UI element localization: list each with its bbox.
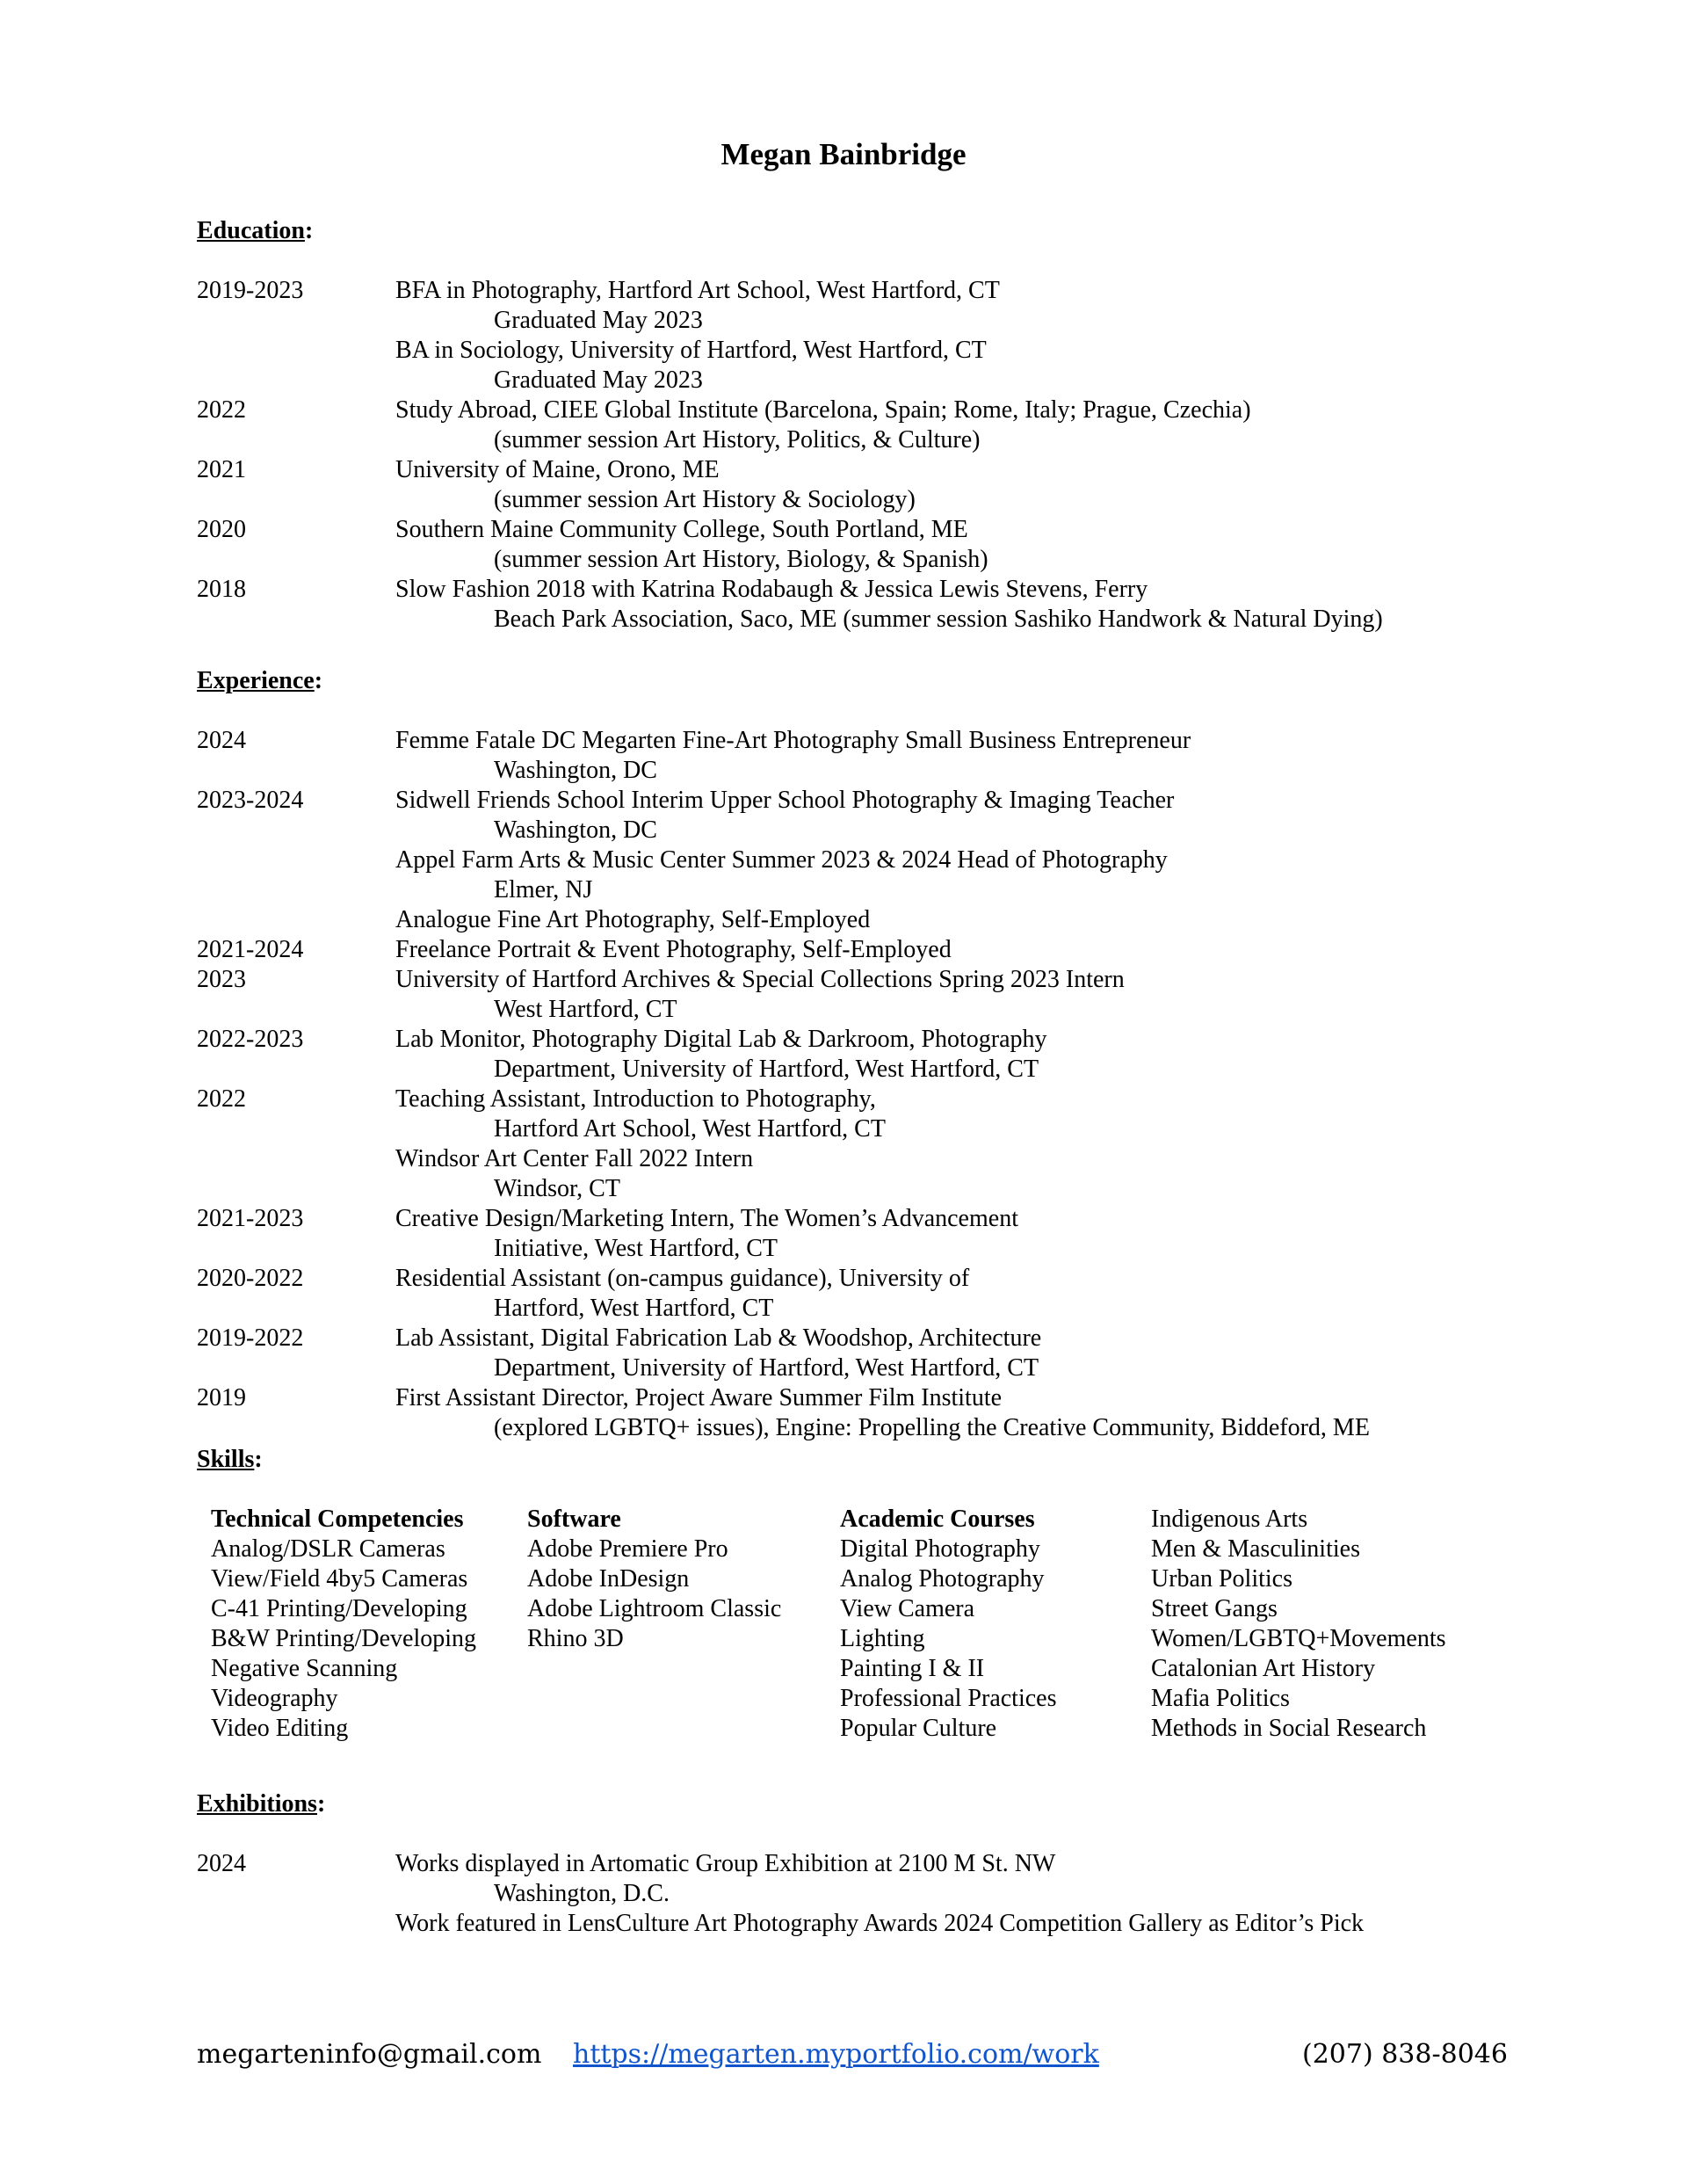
entry-line: Appel Farm Arts & Music Center Summer 2023 & 2024 Head of Photography — [395, 846, 1168, 874]
education-entry — [197, 276, 1532, 336]
experience-entry — [197, 1085, 1532, 1144]
education-entry — [197, 395, 1532, 455]
skill-item: Urban Politics — [1151, 1565, 1292, 1593]
entry-line: (summer session Art History, Politics, & Culture) — [494, 426, 981, 453]
entry-line: Lab Assistant, Digital Fabrication Lab & Woodshop, Architecture — [395, 1324, 1042, 1352]
portfolio-link[interactable]: https://megarten.myportfolio.com/work — [573, 2039, 1099, 2070]
experience-entry — [197, 786, 1532, 845]
entry-line: Windsor Art Center Fall 2022 Intern — [395, 1145, 754, 1172]
entry-line: First Assistant Director, Project Aware Summer Film Institute — [395, 1384, 1003, 1411]
experience-entry — [197, 1383, 1532, 1443]
entry-line: Hartford, West Hartford, CT — [494, 1295, 774, 1322]
entry-line: Department, University of Hartford, West Hartford, CT — [494, 1056, 1039, 1083]
skills-heading: Skills — [197, 1446, 255, 1473]
entry-line: Slow Fashion 2018 with Katrina Rodabaugh & Jessica Lewis Stevens, Ferry — [395, 576, 1148, 603]
entry-line: BA in Sociology, University of Hartford, West Hartford, CT — [395, 337, 987, 364]
entry-line: Beach Park Association, Saco, ME (summer session Sashiko Handwork & Natural Dying) — [494, 606, 1383, 633]
experience-entry — [197, 905, 1532, 935]
entry-line: Elmer, NJ — [494, 876, 593, 903]
experience-heading: Experience — [197, 667, 315, 694]
experience-entry — [197, 1324, 1532, 1383]
exhibitions-section: Exhibitions: 2024 Works displayed in Artomatic Group Exhibition at 2100 M St. NW Washington, D.C. Work featured in LensCulture Art Photography Awards 2024 Competition Gallery as Editor’s Pick — [197, 1789, 1532, 1939]
skill-item: Adobe Premiere Pro — [527, 1535, 728, 1563]
entry-line: West Hartford, CT — [494, 996, 677, 1023]
experience-entry — [197, 1204, 1532, 1264]
skill-item: Street Gangs — [1151, 1595, 1278, 1622]
experience-entry — [197, 1025, 1532, 1085]
entry-line: (summer session Art History & Sociology) — [494, 486, 916, 513]
education-entry — [197, 455, 1532, 515]
skill-item: Negative Scanning — [211, 1655, 398, 1682]
skill-item: Rhino 3D — [527, 1625, 624, 1652]
education-entry — [197, 515, 1532, 575]
skill-item: Video Editing — [211, 1715, 349, 1742]
skill-item: Methods in Social Research — [1151, 1715, 1427, 1742]
entry-line: Sidwell Friends School Interim Upper School Photography & Imaging Teacher — [395, 787, 1175, 814]
entry-line: Lab Monitor, Photography Digital Lab & Darkroom, Photography — [395, 1026, 1047, 1053]
skill-item: View Camera — [840, 1595, 975, 1622]
skill-item: Adobe InDesign — [527, 1565, 690, 1593]
skill-item: View/Field 4by5 Cameras — [211, 1565, 468, 1593]
exhibition-entry — [197, 1909, 1532, 1939]
entry-year: 2019 — [197, 1384, 246, 1411]
entry-line: Freelance Portrait & Event Photography, Self-Employed — [395, 936, 952, 963]
skill-item: Women/LGBTQ+Movements — [1151, 1625, 1446, 1652]
entry-line: Graduated May 2023 — [494, 366, 703, 394]
skill-item: Videography — [211, 1685, 338, 1712]
entry-line: BFA in Photography, Hartford Art School, West Hartford, CT — [395, 277, 1000, 304]
entry-line: University of Maine, Orono, ME — [395, 456, 720, 483]
entry-line: Windsor, CT — [494, 1175, 620, 1202]
entry-year: 2022 — [197, 1085, 246, 1113]
entry-line: Graduated May 2023 — [494, 307, 703, 334]
education-entry — [197, 336, 1532, 395]
skill-item: Digital Photography — [840, 1535, 1040, 1563]
column-header: Academic Courses — [840, 1506, 1035, 1533]
entry-year: 2019-2023 — [197, 277, 304, 304]
skills-grid — [211, 1505, 1532, 1744]
experience-entry — [197, 935, 1532, 965]
entry-line: Study Abroad, CIEE Global Institute (Barcelona, Spain; Rome, Italy; Prague, Czechia) — [395, 396, 1251, 424]
skill-item: Professional Practices — [840, 1685, 1057, 1712]
education-section: Education: 2019-2023 BFA in Photography, Hartford Art School, West Hartford, CT Graduated May 2023 BA in Sociology, University of Hartford, West Hartford, CT Graduated May 2023 2022 Study Abroad, CIEE Global Institute (Barcelona, Spain; Rome, Italy; Prague, Czechia) (summer session Art History, Politics, & Culture) 2021 University of Maine, Orono, ME (summer session Art History & Sociology) 2020 Southern Maine Community College, South Portland, ME (summer session Art History, Biology, & Spanish) 2018 Slow Fashion 2018 with Katrina Rodabaugh & Jessica Lewis Stevens, Ferry Beach Park Association, Saco, ME (summer session Sashiko Handwork & Natural Dying) — [197, 216, 1532, 635]
entry-year: 2020-2022 — [197, 1265, 304, 1292]
entry-year: 2023-2024 — [197, 787, 304, 814]
entry-year: 2024 — [197, 727, 246, 754]
skill-item: Adobe Lightroom Classic — [527, 1595, 782, 1622]
phone-text: (207) 838-8046 — [1302, 2039, 1508, 2070]
experience-entry — [197, 1264, 1532, 1324]
entry-line: Southern Maine Community College, South Portland, ME — [395, 516, 968, 543]
entry-line: Works displayed in Artomatic Group Exhibition at 2100 M St. NW — [395, 1850, 1056, 1877]
entry-line: Work featured in LensCulture Art Photography Awards 2024 Competition Gallery as Editor’s Pick — [395, 1910, 1365, 1937]
experience-entry — [197, 1144, 1532, 1204]
entry-line: Washington, DC — [494, 816, 657, 844]
entry-year: 2021-2024 — [197, 936, 304, 963]
entry-line: Department, University of Hartford, West Hartford, CT — [494, 1354, 1039, 1382]
entry-line: Hartford Art School, West Hartford, CT — [494, 1115, 886, 1143]
education-heading: Education — [197, 217, 305, 244]
skill-item: Indigenous Arts — [1151, 1506, 1308, 1533]
entry-year: 2022-2023 — [197, 1026, 304, 1053]
exhibitions-heading: Exhibitions — [197, 1790, 317, 1818]
entry-line: Washington, D.C. — [494, 1880, 670, 1907]
entry-line: Initiative, West Hartford, CT — [494, 1235, 778, 1262]
entry-year: 2019-2022 — [197, 1324, 304, 1352]
entry-year: 2021 — [197, 456, 246, 483]
skill-item: B&W Printing/Developing — [211, 1625, 477, 1652]
skill-item: Analog/DSLR Cameras — [211, 1535, 445, 1563]
experience-entry — [197, 726, 1532, 786]
skill-item: Painting I & II — [840, 1655, 985, 1682]
entry-year: 2020 — [197, 516, 246, 543]
contact-footer — [0, 2037, 1687, 2072]
education-entry — [197, 575, 1532, 635]
entry-year: 2024 — [197, 1850, 246, 1877]
entry-year: 2018 — [197, 576, 246, 603]
column-header: Software — [527, 1506, 621, 1533]
entry-line: University of Hartford Archives & Special Collections Spring 2023 Intern — [395, 966, 1125, 993]
skills-column-courses-continued — [1151, 1505, 1446, 1744]
entry-year: 2022 — [197, 396, 246, 424]
skill-item: Analog Photography — [840, 1565, 1045, 1593]
skill-item: Lighting — [840, 1625, 925, 1652]
skill-item: Mafia Politics — [1151, 1685, 1290, 1712]
experience-entry — [197, 965, 1532, 1025]
email-text: megarteninfo@gmail.com — [197, 2039, 542, 2070]
entry-year: 2023 — [197, 966, 246, 993]
skills-column-courses — [840, 1505, 1057, 1744]
entry-line: Teaching Assistant, Introduction to Photography, — [395, 1085, 876, 1113]
experience-section: Experience: 2024 Femme Fatale DC Megarten Fine-Art Photography Small Business Entrepreneur Washington, DC 2023-2024 Sidwell Friends School Interim Upper School Photography & Imaging Teacher Washington, DC Appel Farm Arts & Music Center Summer 2023 & 2024 Head of Photography Elmer, NJ Analogue Fine Art Photography, Self-Employed 2021-2024 Freelance Portrait & Event Photography, Self-Employed 2023 University of Hartford Archives & Special Collections Spring 2023 Intern West Hartford, CT 2022-2023 Lab Monitor, Photography Digital Lab & Darkroom, Photography Department, University of Hartford, West Hartford, CT 2022 Teaching Assistant, Introduction to Photography, Hartford Art School, West Hartford, CT Windsor Art Center Fall 2022 Intern Windsor, CT 2021-2023 Creative Design/Marketing Intern, The Women’s Advancement Initiative, West Hartford, CT 2020-2022 Residential Assistant (on-campus guidance), University of Hartford, West Hartford, CT 2019-2022 Lab Assistant, Digital Fabrication Lab & Woodshop, Architecture Department, University of Hartford, West Hartford, CT 2019 First Assistant Director, Project Aware Summer Film Institute (explored LGBTQ+ issues), Engine: Propelling the Creative Community, Biddeford, ME — [197, 666, 1532, 1443]
exhibition-entry — [197, 1849, 1532, 1909]
page-title: Megan Bainbridge — [720, 137, 967, 171]
entry-line: Washington, DC — [494, 757, 657, 784]
column-header: Technical Competencies — [211, 1506, 464, 1533]
entry-line: Femme Fatale DC Megarten Fine-Art Photography Small Business Entrepreneur — [395, 727, 1191, 754]
entry-line: Analogue Fine Art Photography, Self-Employed — [395, 906, 871, 933]
experience-entry — [197, 845, 1532, 905]
entry-year: 2021-2023 — [197, 1205, 304, 1232]
skills-section: Skills: Technical Competencies Analog/DSLR Cameras View/Field 4by5 Cameras C-41 Printing/Developing B&W Printing/Developing Negative Scanning Videography Video Editing Software Adobe Premiere Pro Adobe InDesign Adobe Lightroom Classic Rhino 3D Academic Courses Digital Photography Analog Photography View Camera Lighting Painting I & II Professional Practices Popular Culture Indigenous Arts Men & Masculinities Urban Politics Street Gangs Women/LGBTQ+Movements Catalonian Art History Mafia Politics Methods in Social Research — [197, 1445, 1532, 1744]
skills-column-technical — [211, 1505, 476, 1744]
entry-line: Residential Assistant (on-campus guidance), University of — [395, 1265, 970, 1292]
skill-item: Men & Masculinities — [1151, 1535, 1360, 1563]
skill-item: Popular Culture — [840, 1715, 997, 1742]
entry-line: (explored LGBTQ+ issues), Engine: Propelling the Creative Community, Biddeford, ME — [494, 1414, 1370, 1441]
skill-item: C-41 Printing/Developing — [211, 1595, 467, 1622]
entry-line: (summer session Art History, Biology, & Spanish) — [494, 546, 988, 573]
skill-item: Catalonian Art History — [1151, 1655, 1376, 1682]
skills-column-software — [527, 1505, 781, 1654]
entry-line: Creative Design/Marketing Intern, The Women’s Advancement — [395, 1205, 1018, 1232]
